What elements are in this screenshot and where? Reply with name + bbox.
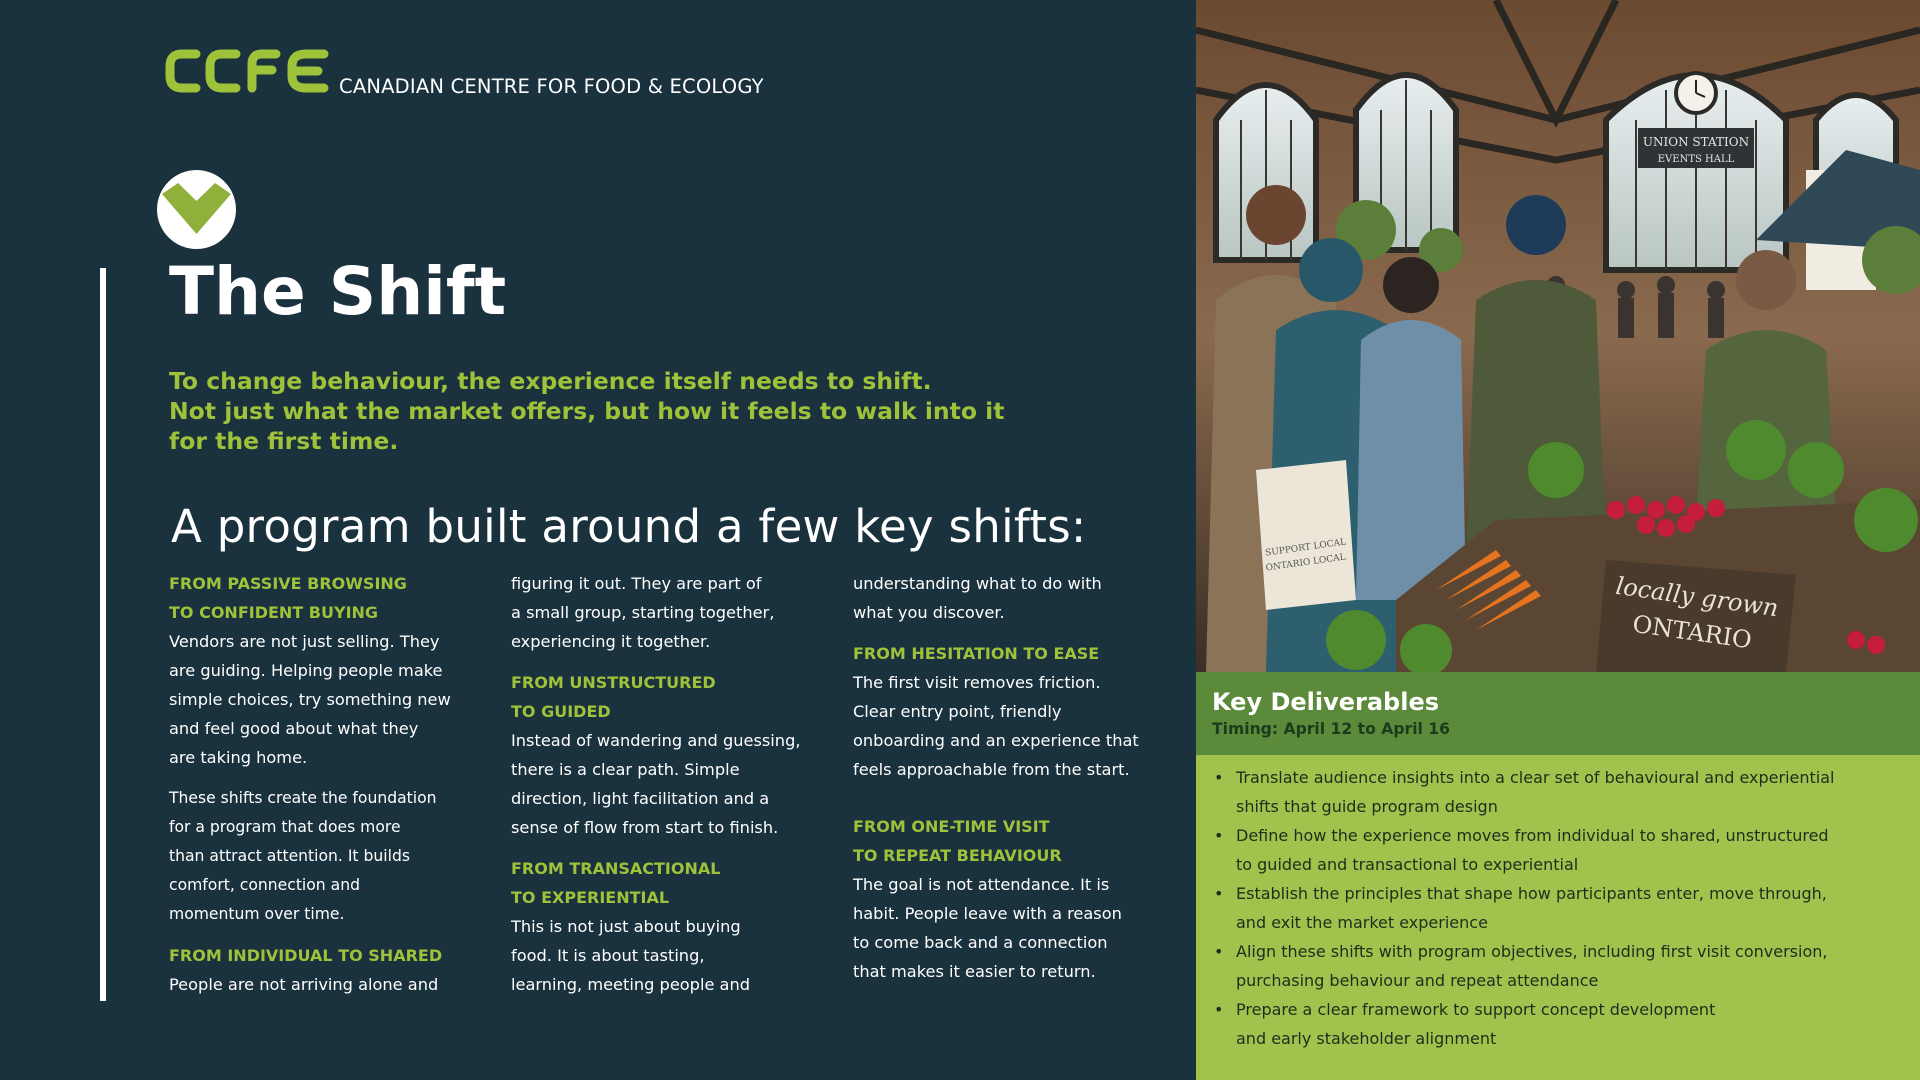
station-sign: UNION STATION: [1642, 135, 1750, 149]
shift-body-line: understanding what to do with: [853, 574, 1102, 593]
shift-body-line: The first visit removes friction.: [853, 673, 1101, 692]
accent-bar: [100, 268, 106, 1001]
shift-body-line: This is not just about buying: [511, 917, 741, 936]
shift-heading-line: FROM INDIVIDUAL TO SHARED: [169, 946, 443, 965]
list-item: [1214, 879, 1834, 937]
shift-heading: [853, 639, 1173, 668]
note-line: than attract attention. It builds: [169, 847, 410, 865]
shift-body-line: are guiding. Helping people make: [169, 661, 443, 680]
note-line: for a program that does more: [169, 818, 401, 836]
list-item-line: Define how the experience moves from individual to shared, unstructured: [1236, 826, 1829, 845]
intro-statement: [169, 366, 1069, 456]
list-item-line: Align these shifts with program objectives, including first visit conversion,: [1236, 942, 1828, 961]
bullet-icon: •: [1214, 942, 1224, 961]
deliverables-timing: Timing: April 12 to April 16: [1212, 720, 1451, 738]
chevron-down-icon: [157, 170, 236, 249]
shift-body-line: feels approachable from the start.: [853, 760, 1130, 779]
deliverables-title: Key Deliverables: [1212, 688, 1440, 716]
bullet-icon: •: [1214, 826, 1224, 845]
shift-body-line: that makes it easier to return.: [853, 962, 1096, 981]
note-line: These shifts create the foundation: [169, 789, 437, 807]
bullet-icon: •: [1214, 1000, 1224, 1019]
list-item-line: and exit the market experience: [1236, 913, 1488, 932]
shift-body-line: a small group, starting together,: [511, 603, 775, 622]
market-photo-illustration: [1196, 0, 1920, 672]
crate-line: locally grown: [1614, 571, 1781, 623]
shift-body-line: Vendors are not just selling. They: [169, 632, 440, 651]
shift-body-line: there is a clear path. Simple: [511, 760, 740, 779]
shift-heading: [169, 941, 489, 970]
shift-body-line: The goal is not attendance. It is: [853, 875, 1110, 894]
list-item: [1214, 821, 1834, 879]
shift-heading-line: TO CONFIDENT BUYING: [169, 603, 379, 622]
list-item: [1214, 995, 1834, 1053]
shift-body: [853, 668, 1173, 784]
tote-line: SUPPORT LOCAL: [1264, 537, 1347, 559]
shift-body-line: are taking home.: [169, 748, 308, 767]
note-line: comfort, connection and: [169, 876, 360, 894]
list-item-line: and early stakeholder alignment: [1236, 1029, 1497, 1048]
bullet-icon: •: [1214, 768, 1224, 787]
shift-heading: [169, 569, 489, 627]
shift-body-line: Clear entry point, friendly: [853, 702, 1062, 721]
list-item: [1214, 763, 1834, 821]
shift-body-line: simple choices, try something new: [169, 690, 451, 709]
list-item-line: to guided and transactional to experiential: [1236, 855, 1579, 874]
shift-heading-line: FROM PASSIVE BROWSING: [169, 574, 407, 593]
shift-body: [853, 870, 1173, 986]
deliverables-list: [1214, 763, 1834, 1053]
shift-body-line: People are not arriving alone and: [169, 975, 439, 994]
market-photo: [1196, 0, 1920, 672]
shift-body: [853, 569, 1173, 627]
shift-body-line: food. It is about tasting,: [511, 946, 705, 965]
shift-heading-line: TO REPEAT BEHAVIOUR: [853, 846, 1062, 865]
shift-body: [511, 912, 831, 999]
intro-line: Not just what the market offers, but how it feels to walk into it: [169, 397, 1005, 425]
shift-body-line: direction, light facilitation and a: [511, 789, 770, 808]
shift-body-line: onboarding and an experience that: [853, 731, 1139, 750]
intro-line: To change behaviour, the experience itself needs to shift.: [169, 367, 932, 395]
deliverables-header: [1196, 672, 1920, 755]
program-heading: A program built around a few key shifts:: [171, 500, 1087, 553]
list-item-line: shifts that guide program design: [1236, 797, 1498, 816]
shift-heading: [853, 812, 1173, 870]
shift-body: [511, 726, 831, 842]
page-title: The Shift: [169, 253, 507, 330]
shift-body-line: to come back and a connection: [853, 933, 1108, 952]
shift-heading-line: FROM HESITATION TO EASE: [853, 644, 1100, 663]
ccfe-logo-mark: [164, 48, 332, 94]
shift-body-line: sense of flow from start to finish.: [511, 818, 779, 837]
list-item: [1214, 937, 1834, 995]
shift-heading: [511, 854, 831, 912]
shift-body: [169, 970, 489, 999]
shifts-column-3: [853, 569, 1173, 986]
shifts-column-1: [169, 569, 489, 999]
bullet-icon: •: [1214, 884, 1224, 903]
shift-body-line: learning, meeting people and: [511, 975, 751, 994]
deliverables-body: [1196, 755, 1920, 1080]
list-item-line: Establish the principles that shape how participants enter, move through,: [1236, 884, 1827, 903]
shift-heading-line: FROM UNSTRUCTURED: [511, 673, 716, 692]
shift-body-line: what you discover.: [853, 603, 1005, 622]
list-item-line: Prepare a clear framework to support concept development: [1236, 1000, 1716, 1019]
intro-line: for the first time.: [169, 427, 399, 455]
shift-body-line: Instead of wandering and guessing,: [511, 731, 801, 750]
hall-sign: EVENTS HALL: [1657, 154, 1735, 165]
org-name: CANADIAN CENTRE FOR FOOD & ECOLOGY: [339, 75, 764, 98]
shift-heading-line: FROM TRANSACTIONAL: [511, 859, 721, 878]
shifts-column-2: [511, 569, 831, 999]
list-item-line: Translate audience insights into a clear set of behavioural and experiential: [1236, 768, 1835, 787]
note-line: momentum over time.: [169, 905, 345, 923]
shift-heading-line: TO GUIDED: [511, 702, 611, 721]
badge: [157, 170, 236, 249]
shift-body-line: experiencing it together.: [511, 632, 711, 651]
shift-heading: [511, 668, 831, 726]
shift-heading-line: FROM ONE-TIME VISIT: [853, 817, 1050, 836]
shift-body-line: and feel good about what they: [169, 719, 419, 738]
tote-line: ONTARIO LOCAL: [1265, 552, 1347, 574]
shift-heading-line: TO EXPERIENTIAL: [511, 888, 670, 907]
crate-line: ONTARIO: [1630, 609, 1754, 655]
shift-body-line: figuring it out. They are part of: [511, 574, 762, 593]
shift-body: [169, 627, 489, 772]
ccfe-logo: [164, 48, 332, 98]
shift-body: [511, 569, 831, 656]
shift-body-line: habit. People leave with a reason: [853, 904, 1122, 923]
list-item-line: purchasing behaviour and repeat attendance: [1236, 971, 1599, 990]
foundation-note: [169, 784, 489, 929]
